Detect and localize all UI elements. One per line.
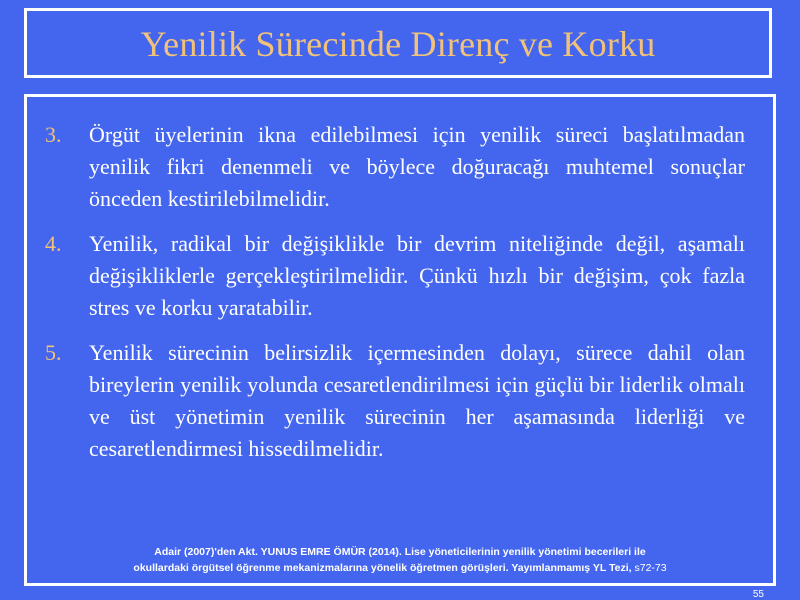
content-frame (24, 94, 776, 586)
list-item-text: Yenilik, radikal bir değişiklikle bir devrim niteliğinde değil, aşamalı değişikliklerle gerçekleştirilmelidir. Çünkü hızlı bir değişim, çok fazla stres ve korku yaratabilir. (89, 231, 745, 320)
footnote-line-2-text: okullardaki örgütsel öğrenme mekanizmalarına yönelik öğretmen görüşleri. Yayımlanmamış YL Tezi, (133, 562, 635, 574)
list-item (45, 228, 745, 324)
list-item-text: Yenilik sürecinin belirsizlik içermesinden dolayı, sürece dahil olan bireylerin yenilik yolunda cesaretlendirilmesi için güçlü bir liderlik olmalı ve üst yönetimin yenilik sürecinin her aşamasında liderliği ve cesaretlendirmesi hissedilmelidir. (89, 340, 745, 461)
title-frame (24, 8, 772, 78)
numbered-list (45, 119, 745, 478)
list-item-number: 4. (45, 231, 62, 256)
list-item-number: 3. (45, 122, 62, 147)
page-number: 55 (752, 589, 764, 600)
footnote-line-1: Adair (2007)'den Akt. YUNUS EMRE ÖMÜR (2014). Lise yöneticilerinin yenilik yönetimi becerileri ile (154, 546, 646, 558)
footnote-line-2 (27, 560, 773, 576)
source-footnote (27, 544, 773, 576)
list-item (45, 119, 745, 215)
list-item-number: 5. (45, 340, 62, 365)
slide-title: Yenilik Sürecinde Direnç ve Korku (140, 24, 656, 64)
list-item (45, 337, 745, 465)
list-item-text: Örgüt üyelerinin ikna edilebilmesi için yenilik süreci başlatılmadan yenilik fikri denenmeli ve böylece doğuracağı muhtemel sonuçlar önceden kestirilebilmelidir. (89, 122, 745, 211)
footnote-pages: s72-73 (634, 562, 667, 574)
